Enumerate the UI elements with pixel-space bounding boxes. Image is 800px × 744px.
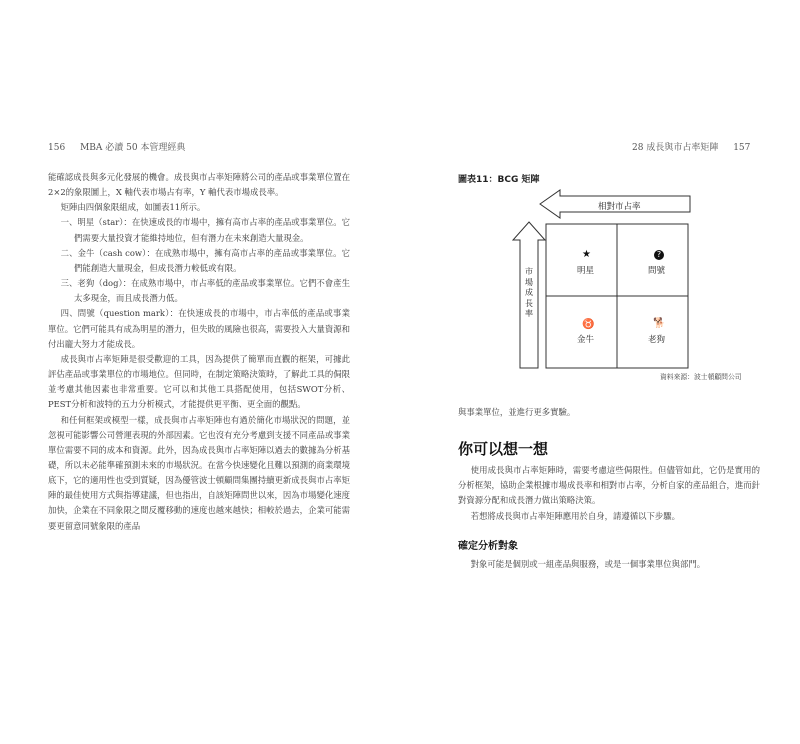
- paragraph: 使用成長與市占率矩陣時，需要考慮這些侷限性。但儘管如此，它仍是實用的分析框架，協助企業根據市場成長率和相對市占率，分析自家的產品組合，進而針對資源分配和成長潛力做出策略決策。: [458, 465, 760, 506]
- figure-title: 圖表11：BCG 矩陣: [458, 175, 540, 185]
- continuation-text: [458, 405, 760, 420]
- paragraph: 與事業單位，並進行更多實驗。: [458, 407, 576, 417]
- paragraph: 矩陣由四個象限組成，如圖表11所示。: [60, 202, 206, 213]
- x-axis-label: 相對市占率: [598, 202, 641, 212]
- figure-source: 資料來源：波士頓顧問公司: [660, 373, 742, 381]
- list-item-cash-cow: 二、金牛（cash cow）：在成熟市場中，擁有高市占率的產品或事業單位。它們能創造大量現金，但成長潛力較低或有限。: [60, 247, 350, 273]
- left-page-body: [48, 170, 350, 534]
- list-item-star: 一、明星（star）：在快速成長的市場中，擁有高市占率的產品或事業單位。它們需要大量投資才能維持地位，但有潛力在未來創造大量現金。: [60, 217, 350, 243]
- paragraph: 和任何框架或模型一樣，成長與市占率矩陣也有過於簡化市場狀況的問題，並忽視可能影響公司營運表現的外部因素。它也沒有充分考慮到支援不同產品或事業單位需要不同的成本和資源。此外，因為成長與市占率矩陣以過去的數據為分析基礎，所以未必能準確預測未來的市場狀況。在當今快速變化且難以預測的商業環境底下，它的適用性也受到質疑，因為優管波士頓顧問集團持續更新成長與市占率矩陣的最佳使用方式與指導建議，但也指出，自該矩陣問世以來，因為市場變化速度加快，企業在不同象限之間反覆移動的速度也越來越快；相較於過去，企業可能需要更留意同號象限的產品: [48, 414, 350, 531]
- paragraph: 若想將成長與市占率矩陣應用於自身，請遵循以下步驟。: [470, 510, 680, 521]
- subheading: 確定分析對象: [458, 541, 518, 552]
- section-heading: 你可以想一想: [458, 440, 549, 458]
- question-mark-icon: ?: [654, 250, 664, 260]
- right-page-number: 157: [733, 143, 751, 153]
- quadrant-label-cash-cow: 金牛: [577, 335, 595, 345]
- dog-icon: 🐕: [653, 318, 666, 329]
- list-item-dog: 三、老狗（dog）：在成熟市場中，市占率低的產品或事業單位。它們不會產生太多現金，而且成長潛力低。: [60, 278, 350, 304]
- quadrant-label-star: 明星: [577, 266, 595, 276]
- right-running-head: 28 成長與市占率矩陣: [632, 143, 719, 153]
- left-page-header: [48, 140, 185, 153]
- right-page-header: [632, 140, 750, 153]
- star-icon: ★: [582, 249, 591, 260]
- left-running-head: MBA 必讀 50 本管理經典: [80, 143, 186, 153]
- quadrant-label-dog: 老狗: [648, 335, 666, 345]
- paragraph: 對象可能是個別或一組產品與服務，或是一個事業單位與部門。: [470, 559, 706, 569]
- y-axis-label: 市場成長率: [525, 267, 533, 318]
- left-page-number: 156: [48, 143, 66, 153]
- list-item-question-mark: 四、問號（question mark）：在快速成長的市場中，市占率低的產品或事業單位。它們可能具有成為明星的潛力，但失敗的風險也很高，需要投入大量資源和付出龐大努力才能成長。: [48, 308, 350, 349]
- paragraph: 成長與市占率矩陣是很受歡迎的工具，因為提供了簡單而直觀的框架，可據此評估產品或事業單位的市場地位。但同時，在制定策略決策時，了解此工具的侷限並考慮其他因素也非常重要。它可以和其他工具搭配使用，包括SWOT分析、PEST分析和波特的五力分析模式，才能提供更平衡、更全面的觀點。: [48, 353, 350, 410]
- section-body: [458, 463, 760, 524]
- paragraph: 能確認成長與多元化發展的機會。成長與市占率矩陣將公司的產品或事業單位置在2×2的象限圖上，X 軸代表市場占有率，Y 軸代表市場成長率。: [48, 172, 350, 198]
- cow-icon: ♉: [582, 319, 595, 330]
- subsection-body: [458, 557, 760, 572]
- quadrant-label-question-mark: 問號: [648, 266, 666, 276]
